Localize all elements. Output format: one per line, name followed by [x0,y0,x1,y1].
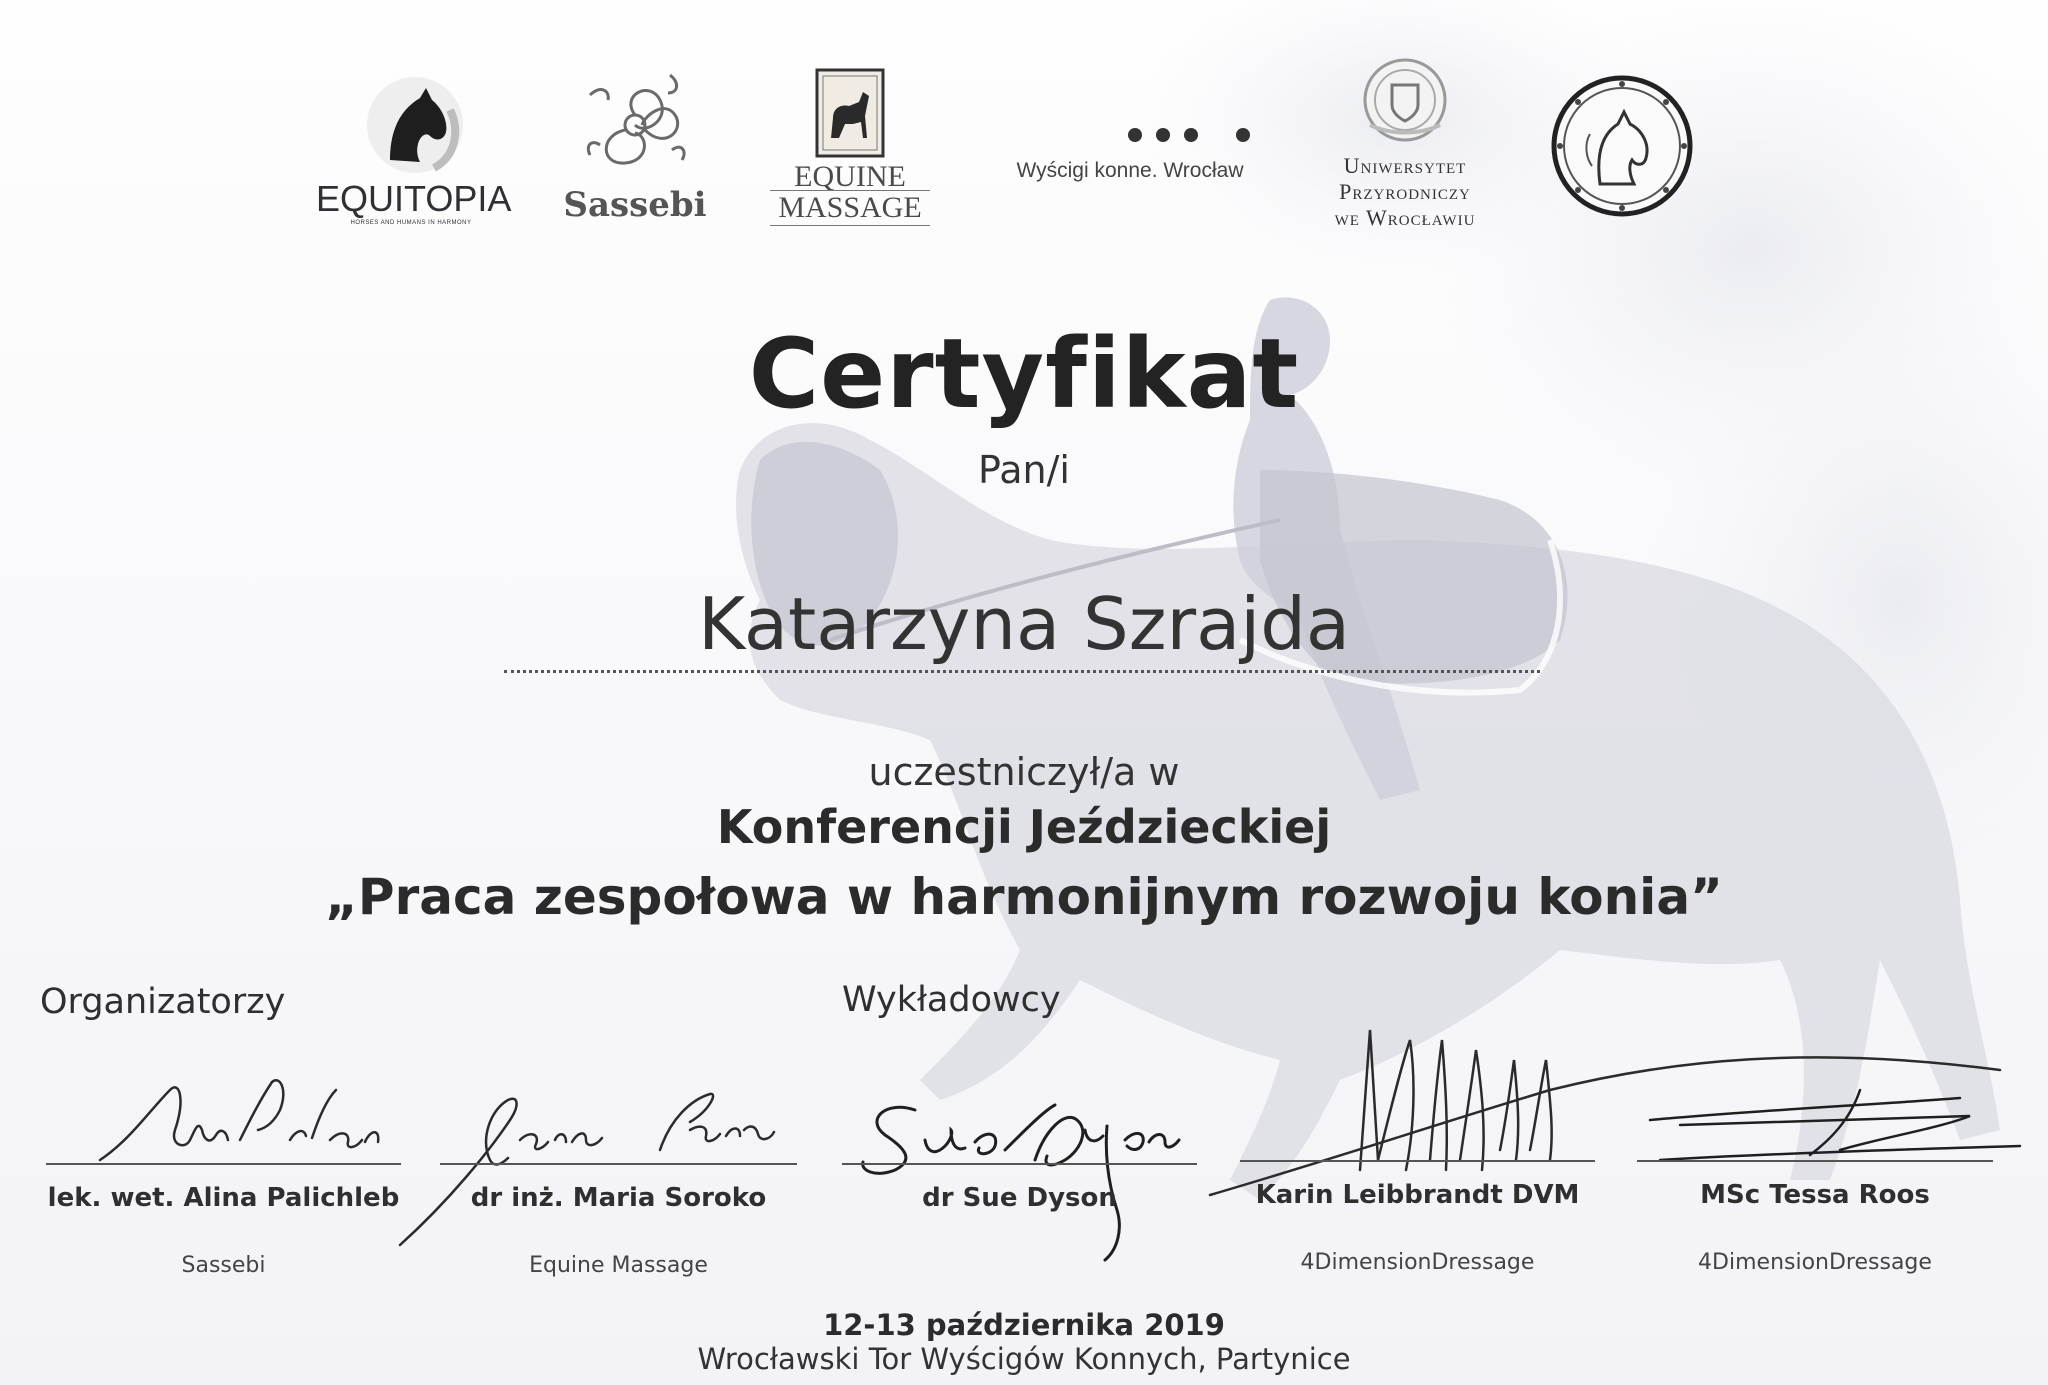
logo-equitopia [316,70,512,230]
name-dotted-line [504,670,1540,673]
lecturer-name: dr Sue Dyson [922,1183,1117,1213]
organizers-heading: Organizatorzy [40,982,286,1022]
university-line2: Przyrodniczy [1339,179,1471,204]
lecturers-heading: Wykładowcy [842,980,1061,1020]
horse-picture-icon [815,68,885,158]
lecturer-name: Karin Leibbrandt DVM [1255,1180,1580,1210]
participation-text: uczestniczył/a w [868,750,1180,794]
logo-medallion [1550,74,1695,219]
certificate-title: Certyfikat [748,318,1300,430]
logo-sassebi [565,55,705,225]
lecturer-name: MSc Tessa Roos [1700,1180,1930,1210]
horse-medallion-icon [1550,74,1695,219]
event-venue: Wrocławski Tor Wyścigów Konnych, Partynice [697,1342,1351,1376]
lecturer-org: 4DimensionDressage [1698,1250,1932,1275]
organizer-name: lek. wet. Alina Palichleb [47,1183,400,1213]
signature-line [1637,1160,1993,1162]
event-date: 12-13 października 2019 [823,1308,1225,1342]
sassebi-name: Sassebi [563,185,707,225]
university-line3: we Wrocławiu [1334,205,1476,230]
dots-icon [1125,125,1265,145]
signature-line [440,1163,797,1165]
lecturer-org: 4DimensionDressage [1300,1250,1535,1275]
logo-wyscigi [995,125,1265,185]
equitopia-tagline: HORSES AND HUMANS IN HARMONY [350,220,472,226]
horse-head-icon [360,70,470,180]
signature-line [842,1163,1197,1165]
equitopia-name: EQUITOPIA [316,178,512,219]
organizer-org: Equine Massage [529,1253,708,1278]
equine-massage-line2: MASSAGE [770,190,930,226]
university-line1: Uniwersytet [1343,153,1467,178]
logo-university [1305,55,1505,230]
organizer-org: Sassebi [181,1253,266,1278]
equine-massage-line1: EQUINE [794,160,906,193]
conference-title: „Praca zespołowa w harmonijnym rozwoju konia” [325,868,1723,926]
conference-name: Konferencji Jeździeckiej [716,800,1332,854]
university-seal-icon [1360,55,1450,145]
signature-line [46,1163,401,1165]
salutation: Pan/i [978,448,1070,492]
signature-dyson [855,1090,1195,1270]
signature-soroko [390,1080,790,1250]
signature-palichleb [90,1070,390,1170]
triskele-icon [570,55,700,185]
signature-roos [1640,1080,2030,1170]
wyscigi-name: Wyścigi konne. Wrocław [1016,159,1244,182]
signature-line [1240,1160,1595,1162]
logo-equine-massage [770,68,930,228]
recipient-name: Katarzyna Szrajda [697,582,1351,666]
organizer-name: dr inż. Maria Soroko [470,1183,767,1213]
